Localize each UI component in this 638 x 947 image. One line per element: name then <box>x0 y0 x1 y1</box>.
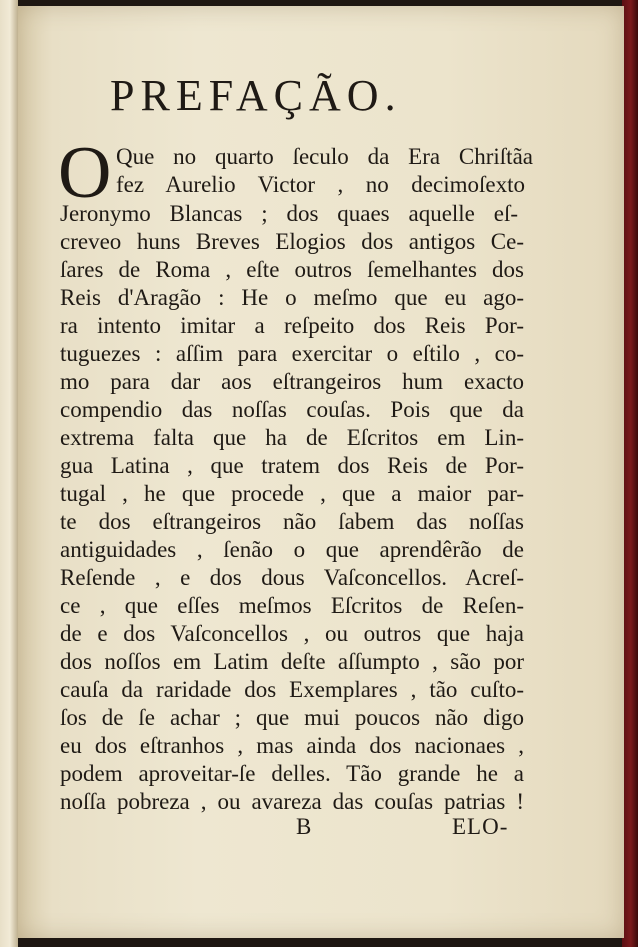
text-line: mo para dar aos eſtrangeiros hum exacto <box>60 369 524 394</box>
text-line: cauſa da raridade dos Exemplares , tão cuſto- <box>60 677 524 702</box>
text-line: tuguezes : aſſim para exercitar o eſtilo , co- <box>60 341 524 366</box>
signature-mark: B <box>296 814 312 839</box>
text-line: Jeronymo Blancas ; dos quaes aquelle eſ- <box>60 201 518 226</box>
text-line: antiguidades , ſenão o que aprendêrão de <box>60 537 524 562</box>
catchword: ELO- <box>452 814 509 839</box>
text-line: ra intento imitar a reſpeito dos Reis Por- <box>60 313 524 338</box>
text-line: fez Aurelio Victor , no decimoſexto <box>116 172 525 197</box>
text-line: Que no quarto ſeculo da Era Chriſtãa <box>116 144 533 169</box>
page-title: PREFAÇÃO. <box>110 71 402 120</box>
text-line: Reſende , e dos dous Vaſconcellos. Acreſ- <box>60 565 524 590</box>
text-line: Reis d'Aragão : He o meſmo que eu ago- <box>60 285 524 310</box>
text-line: eu dos eſtranhos , mas ainda dos nacionaes , <box>60 733 524 758</box>
text-line: noſſa pobreza , ou avareza das couſas patrias ! <box>60 789 524 814</box>
text-line: ſares de Roma , eſte outros ſemelhantes dos <box>60 257 524 282</box>
text-line: ſos de ſe achar ; que mui poucos não digo <box>60 705 524 730</box>
text-line: ce , que eſſes meſmos Eſcritos de Reſen- <box>60 593 524 618</box>
text-line: tugal , he que procede , que a maior par- <box>60 481 524 506</box>
text-line: de e dos Vaſconcellos , ou outros que haja <box>60 621 524 646</box>
text-line: dos noſſos em Latim deſte aſſumpto , são por <box>60 649 524 674</box>
text-line: extrema falta que ha de Eſcritos em Lin- <box>60 425 524 450</box>
text-line: compendio das noſſas couſas. Pois que da <box>60 397 524 422</box>
text-line: gua Latina , que tratem dos Reis de Por- <box>60 453 524 478</box>
binding-edge-right <box>622 0 638 947</box>
text-line: te dos eſtrangeiros não ſabem das noſſas <box>60 509 524 534</box>
page-edge-left <box>0 0 18 947</box>
drop-cap: O <box>58 132 112 214</box>
text-line: creveo huns Breves Elogios dos antigos Ce- <box>60 229 524 254</box>
text-line: podem aproveitar-ſe delles. Tão grande he a <box>60 761 524 786</box>
